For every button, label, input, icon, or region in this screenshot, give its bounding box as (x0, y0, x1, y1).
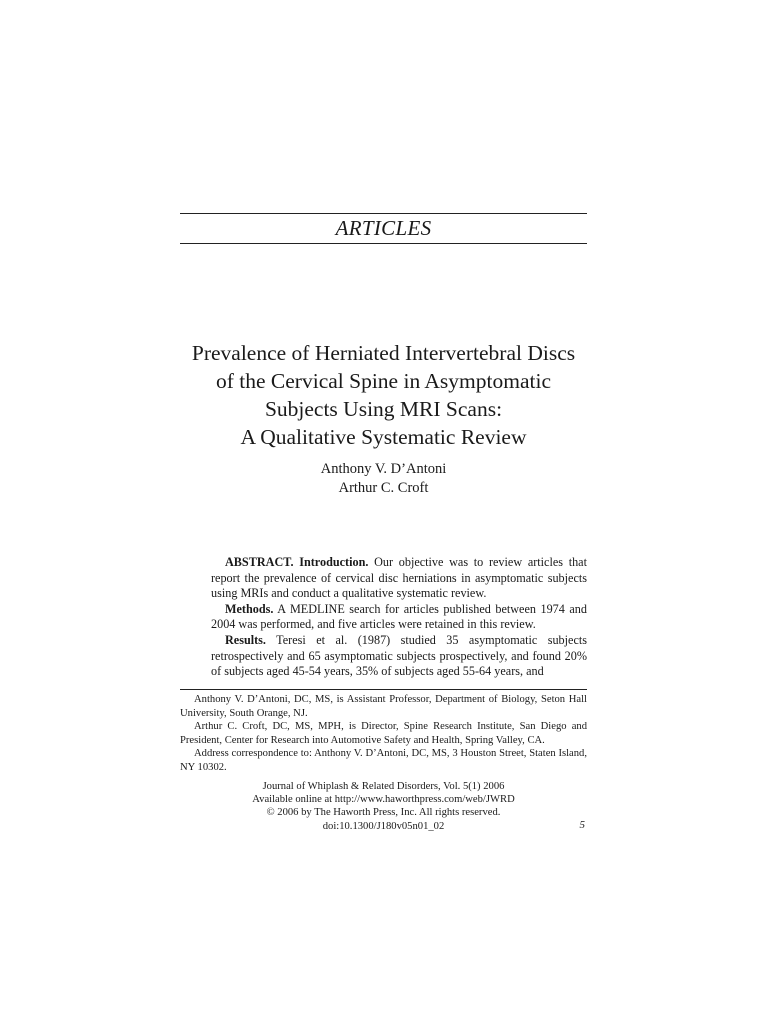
abstract-methods-label: Methods. (225, 601, 274, 616)
page-number: 5 (579, 819, 585, 831)
journal-doi: doi:10.1300/J180v05n01_02 (322, 820, 445, 832)
section-header (180, 213, 587, 244)
abstract-results (211, 633, 587, 680)
abstract-results-text: Teresi et al. (1987) studied 35 asymptomatic subjects retrospectively and 65 asymptomatic subjects prospectively, and found 20% of subjects aged 45-54 years, 35% of subjects aged 55-64 years, and (211, 632, 587, 679)
title-line: Prevalence of Herniated Intervertebral Discs (191, 341, 576, 365)
author-name: Arthur C. Croft (338, 480, 429, 496)
abstract-results-label: Results. (225, 632, 266, 647)
footnote: Anthony V. D’Antoni, DC, MS, is Assistant Professor, Department of Biology, Seton Hall University, South Orange, NJ. (180, 694, 587, 719)
author-footnotes (180, 693, 587, 775)
author-name: Anthony V. D’Antoni (320, 461, 447, 477)
section-label: ARTICLES (335, 216, 432, 240)
abstract-methods (211, 602, 587, 633)
journal-copyright: © 2006 by The Haworth Press, Inc. All rights reserved. (266, 807, 501, 819)
journal-info (180, 780, 587, 833)
title-line: Subjects Using MRI Scans: (264, 397, 503, 421)
title-line: A Qualitative Systematic Review (240, 425, 527, 449)
title-line: of the Cervical Spine in Asymptomatic (216, 369, 551, 393)
abstract-intro-label: ABSTRACT. Introduction. (225, 555, 369, 569)
abstract-intro-text: Our objective was to review articles that report the prevalence of cervical disc herniations in asymptomatic subjects using MRIs and conduct a qualitative systematic review. (211, 555, 587, 601)
journal-url: Available online at http://www.haworthpress.com/web/JWRD (252, 794, 515, 806)
author-list (180, 460, 587, 498)
article-title (170, 339, 597, 451)
abstract-methods-text: A MEDLINE search for articles published between 1974 and 2004 was performed, and five articles were retained in this review. (211, 601, 587, 632)
journal-citation: Journal of Whiplash & Related Disorders, Vol. 5(1) 2006 (262, 781, 505, 792)
abstract (211, 555, 587, 680)
footnote-divider (180, 689, 587, 690)
footnote: Address correspondence to: Anthony V. D’Antoni, DC, MS, 3 Houston Street, Staten Island, NY 10302. (180, 748, 587, 773)
footnote: Arthur C. Croft, DC, MS, MPH, is Director, Spine Research Institute, San Diego and President, Center for Research into Automotive Safety and Health, Spring Valley, CA. (180, 721, 587, 746)
abstract-introduction (211, 555, 587, 602)
